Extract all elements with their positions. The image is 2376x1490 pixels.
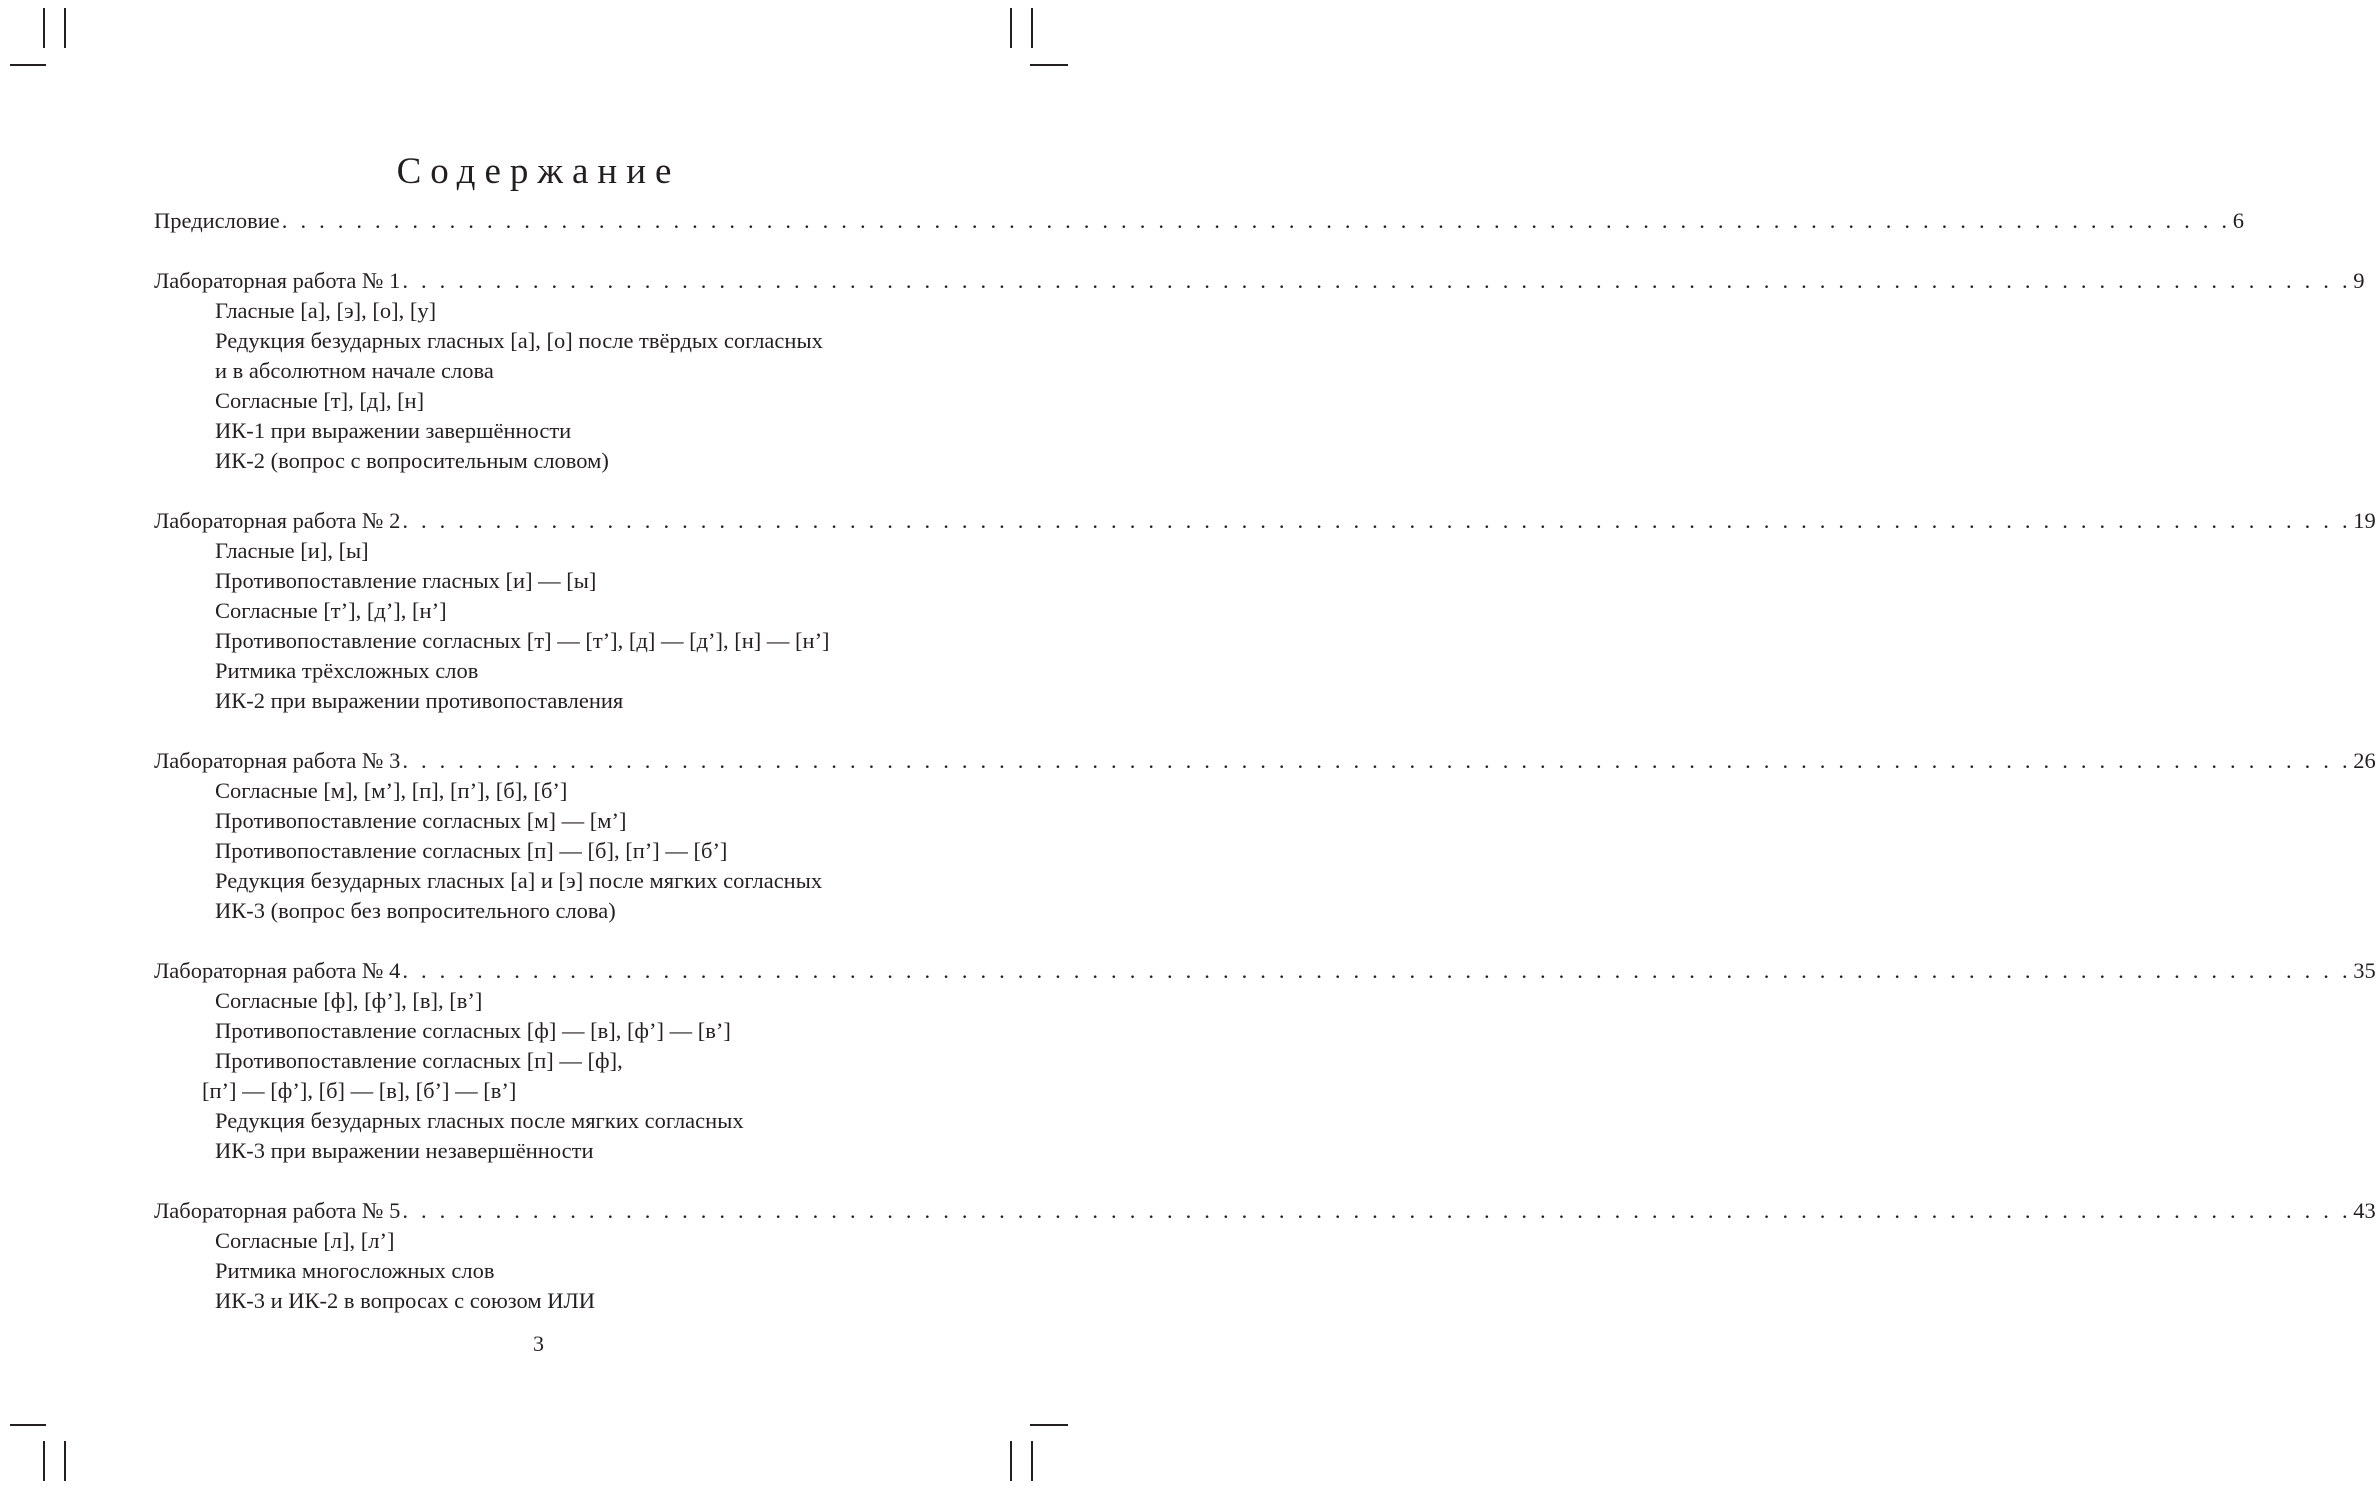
dot-leader: . . . . . . . . . . . . . . . . . . . . . . . . . . . . . . . . . . . . . . . . . . . . . . . . . . . . . . . . . . . . . . . . . . . . . . . . . . . . . . . . . . . . . . . . . . . . . . . . . . . . . . . . . (402, 748, 2352, 773)
page-title: Содержание (396, 151, 681, 192)
toc-subitem: Противопоставление согласных [ф] — [в], [ф’] — [в’] (215, 1018, 731, 1043)
crop-mark (1030, 64, 1068, 66)
toc-entry-lab-5[interactable] (154, 1196, 2376, 1226)
toc-section (154, 506, 2376, 716)
toc-section (154, 206, 2244, 236)
toc-entry-page: 6 (2232, 208, 2244, 233)
toc-subitem: Ритмика многосложных слов (215, 1258, 495, 1283)
toc-section (154, 746, 2376, 926)
toc-entry-page: 35 (2353, 958, 2376, 983)
toc-entry-preface[interactable] (154, 206, 2244, 236)
toc-subitem: ИК-3 (вопрос без вопросительного слова) (215, 898, 616, 923)
crop-mark (64, 8, 66, 48)
toc-subitem: Гласные [и], [ы] (215, 538, 369, 563)
toc-subitem: ИК-2 (вопрос с вопросительным словом) (215, 448, 609, 473)
toc-entry-lab-2[interactable] (154, 506, 2376, 536)
toc-entry-page: 26 (2353, 748, 2376, 773)
toc-subitem: Согласные [т], [д], [н] (215, 388, 425, 413)
toc-subitem: Противопоставление согласных [п] — [б], [п’] — [б’] (215, 838, 728, 863)
crop-mark (1010, 1441, 1012, 1481)
crop-mark (10, 1424, 46, 1426)
crop-mark (1010, 8, 1012, 48)
toc-subitem: Согласные [ф], [ф’], [в], [в’] (215, 988, 483, 1013)
toc-subitem: Противопоставление гласных [и] — [ы] (215, 568, 597, 593)
dot-leader: . . . . . . . . . . . . . . . . . . . . . . . . . . . . . . . . . . . . . . . . . . . . . . . . . . . . . . . . . . . . . . . . . . . . . . . . . . . . . . . . . . . . . . . . . . . . . . . . . . . . . . . . . (402, 268, 2352, 293)
toc-entry-label: Предисловие (154, 208, 280, 233)
toc-subitem: ИК-3 при выражении незавершённости (215, 1138, 594, 1163)
toc-entry-label: Лабораторная работа № 5 (154, 1198, 401, 1223)
toc-entry-lab-1[interactable] (154, 266, 2365, 296)
toc-subitem: Согласные [л], [л’] (215, 1228, 395, 1253)
page-number: 3 (533, 1331, 544, 1356)
toc-subitem: ИК-3 и ИК-2 в вопросах с союзом ИЛИ (215, 1288, 595, 1313)
crop-mark (1031, 8, 1033, 48)
toc-subitem: Противопоставление согласных [т] — [т’], [д] — [д’], [н] — [н’] (215, 628, 830, 653)
toc-entry-page: 19 (2353, 508, 2376, 533)
dot-leader: . . . . . . . . . . . . . . . . . . . . . . . . . . . . . . . . . . . . . . . . . . . . . . . . . . . . . . . . . . . . . . . . . . . . . . . . . . . . . . . . . . . . . . . . . . . . . . . . . . . . . . . . . (281, 208, 2231, 233)
toc-subitem: Ритмика трёхсложных слов (215, 658, 479, 683)
toc-subitem: и в абсолютном начале слова (215, 358, 494, 383)
toc-entry-lab-4[interactable] (154, 956, 2376, 986)
toc-subitem: Гласные [а], [э], [о], [у] (215, 298, 437, 323)
toc-entry-page: 9 (2353, 268, 2365, 293)
toc-subitem: Противопоставление согласных [п] — [ф], (215, 1048, 623, 1073)
toc-subitem: ИК-2 при выражении противопоставления (215, 688, 624, 713)
crop-mark (10, 64, 46, 66)
toc-entry-label: Лабораторная работа № 3 (154, 748, 401, 773)
toc-subitem: Согласные [т’], [д’], [н’] (215, 598, 447, 623)
toc-subitem: ИК-1 при выражении завершённости (215, 418, 572, 443)
crop-mark (64, 1441, 66, 1481)
toc-subitem: Редукция безударных гласных после мягких согласных (215, 1108, 744, 1133)
crop-mark (43, 1441, 45, 1481)
dot-leader: . . . . . . . . . . . . . . . . . . . . . . . . . . . . . . . . . . . . . . . . . . . . . . . . . . . . . . . . . . . . . . . . . . . . . . . . . . . . . . . . . . . . . . . . . . . . . . . . . . . . . . . . . (402, 958, 2352, 983)
toc-subitem: [п’] — [ф’], [б] — [в], [б’] — [в’] (202, 1078, 517, 1103)
toc-subitem: Согласные [м], [м’], [п], [п’], [б], [б’] (215, 778, 568, 803)
crop-mark (43, 8, 45, 48)
toc-subitem: Редукция безударных гласных [а], [о] после твёрдых согласных (215, 328, 823, 353)
toc-entry-label: Лабораторная работа № 2 (154, 508, 401, 533)
crop-mark (1030, 1424, 1068, 1426)
toc-entry-page: 43 (2353, 1198, 2376, 1223)
dot-leader: . . . . . . . . . . . . . . . . . . . . . . . . . . . . . . . . . . . . . . . . . . . . . . . . . . . . . . . . . . . . . . . . . . . . . . . . . . . . . . . . . . . . . . . . . . . . . . . . . . . . . . . . . (402, 1198, 2352, 1223)
toc-subitem: Противопоставление согласных [м] — [м’] (215, 808, 627, 833)
table-of-contents (154, 206, 2376, 1346)
crop-mark (1031, 1441, 1033, 1481)
dot-leader: . . . . . . . . . . . . . . . . . . . . . . . . . . . . . . . . . . . . . . . . . . . . . . . . . . . . . . . . . . . . . . . . . . . . . . . . . . . . . . . . . . . . . . . . . . . . . . . . . . . . . . . . . (402, 508, 2352, 533)
toc-entry-label: Лабораторная работа № 4 (154, 958, 401, 983)
toc-entry-lab-3[interactable] (154, 746, 2376, 776)
toc-section (154, 956, 2376, 1166)
toc-section (154, 266, 2365, 476)
toc-subitem: Редукция безударных гласных [а] и [э] после мягких согласных (215, 868, 823, 893)
toc-entry-label: Лабораторная работа № 1 (154, 268, 401, 293)
toc-section (154, 1196, 2376, 1316)
